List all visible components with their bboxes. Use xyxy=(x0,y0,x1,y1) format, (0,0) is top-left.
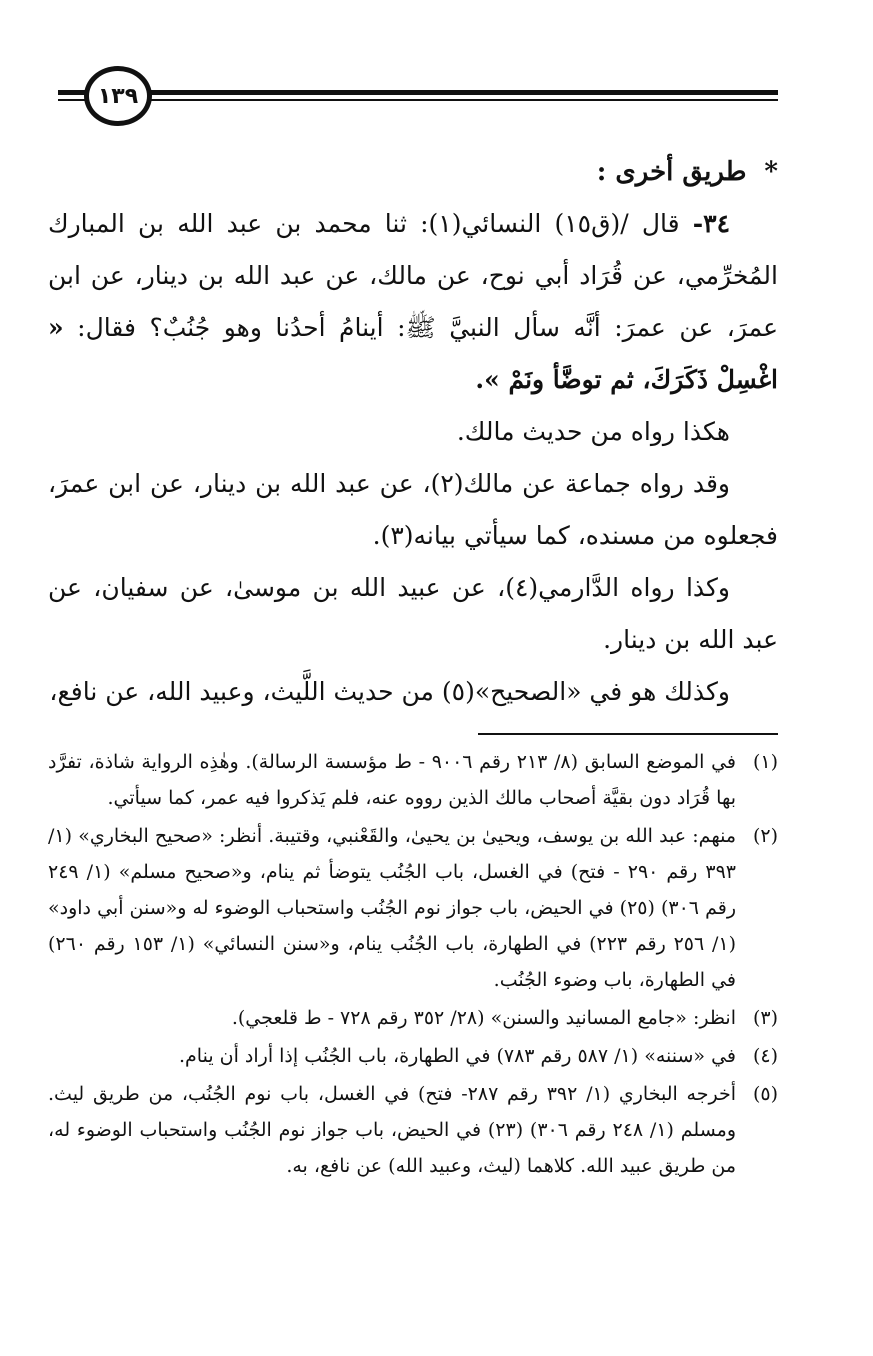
header-rule-thick xyxy=(58,90,778,95)
hadith-paragraph xyxy=(48,198,778,406)
paragraph-4: وكذا رواه الدَّارمي(٤)، عن عبيد الله بن موسىٰ، عن سفيان، عن عبد الله بن دينار. xyxy=(48,573,778,654)
paragraph-5: وكذلك هو في «الصحيح»(٥) من حديث اللَّيث، وعبيد الله، عن نافع، xyxy=(49,677,730,706)
footnote xyxy=(48,1000,778,1036)
footnote-text: أخرجه البخاري (١/ ٣٩٢ رقم ٢٨٧- فتح) في الغسل، باب نوم الجُنُب، من طريق ليث. ومسلم (١/ ٢٤٨ رقم ٣٠٦) (٢٣) في الحيض، باب جواز نوم الجُنُب واستحباب الوضوء له، من طريق عبيد الله. كلاهما (ليث، وعبيد الله) عن نافع، به. xyxy=(48,1083,737,1177)
page-header xyxy=(58,66,778,136)
footnote-number: (٣) xyxy=(752,1007,778,1029)
star-icon: * xyxy=(764,157,778,187)
footnote-text: منهم: عبد الله بن يوسف، ويحيىٰ بن يحيىٰ، والقَعْنبي، وقتيبة. أنظر: «صحيح البخاري» (١/ ٣٩٣ رقم ٢٩٠ - فتح) في الغسل، باب الجُنُب يتوضأ ثم ينام، و«صحيح مسلم» (١/ ٢٤٩ رقم ٣٠٦) (٢٥) في الحيض، باب جواز نوم الجُنُب واستحباب الوضوء له و«سنن أبي داود» (١/ ٢٥٦ رقم ٢٢٣) في الطهارة، باب الجُنُب ينام، و«سنن النسائي» (١/ ١٥٣ رقم ٢٦٠) في الطهارة، باب وضوء الجُنُب. xyxy=(48,825,736,991)
footnotes xyxy=(48,744,778,1186)
hadith-number: ٣٤- xyxy=(692,209,731,238)
page-number: ١٣٩ xyxy=(97,83,139,109)
page-number-circle xyxy=(84,66,152,126)
footnote-number: (٤) xyxy=(752,1045,778,1067)
footnote xyxy=(48,1038,778,1074)
section-title: طريق أخرى : xyxy=(596,157,747,187)
footnote xyxy=(48,818,778,998)
footnote xyxy=(48,1076,778,1184)
paragraph-3: وقد رواه جماعة عن مالك(٢)، عن عبد الله بن دينار، عن ابن عمرَ، فجعلوه من مسنده، كما سيأتي بيانه(٣). xyxy=(48,469,778,550)
hadith-intro: قال /(ق١٥) النسائي(١): ثنا محمد بن عبد الله بن المبارك المُخرِّمي، عن قُرَاد أبي نوح، عن مالك، عن عبد الله بن دينار، عن ابن عمرَ، عن عمرَ: أنَّه سأل النبيَّ ﷺ: أينامُ أحدُنا وهو جُنُبٌ؟ فقال: xyxy=(48,209,779,342)
header-rule-thin xyxy=(58,99,778,101)
section-heading xyxy=(48,146,778,198)
paragraph-2: هكذا رواه من حديث مالك. xyxy=(456,417,730,446)
footnote-text: في الموضع السابق (٨/ ٢١٣ رقم ٩٠٠٦ - ط مؤسسة الرسالة). وهٰذِه الرواية شاذة، تفرَّد بها قُرَاد دون بقيَّة أصحاب مالك الذين رووه عنه، فلم يَذكروا فيه عمر، كما سيأتي. xyxy=(48,751,736,809)
footnote-number: (١) xyxy=(752,751,778,773)
footnote-text: في «سننه» (١/ ٥٨٧ رقم ٧٨٣) في الطهارة، باب الجُنُب إذا أراد أن ينام. xyxy=(179,1045,736,1067)
footnote-text: انظر: «جامع المسانيد والسنن» (٢٨/ ٣٥٢ رقم ٧٢٨ - ط قلعجي). xyxy=(231,1007,736,1029)
footnote-number: (٥) xyxy=(752,1083,778,1105)
footnote xyxy=(48,744,778,816)
footnote-divider xyxy=(478,733,778,735)
main-body xyxy=(48,146,778,718)
footnote-number: (٢) xyxy=(752,825,778,847)
hadith-text: « اغْسِلْ ذَكَرَكَ، ثم توضَّأ ونَمْ ». xyxy=(48,313,778,394)
